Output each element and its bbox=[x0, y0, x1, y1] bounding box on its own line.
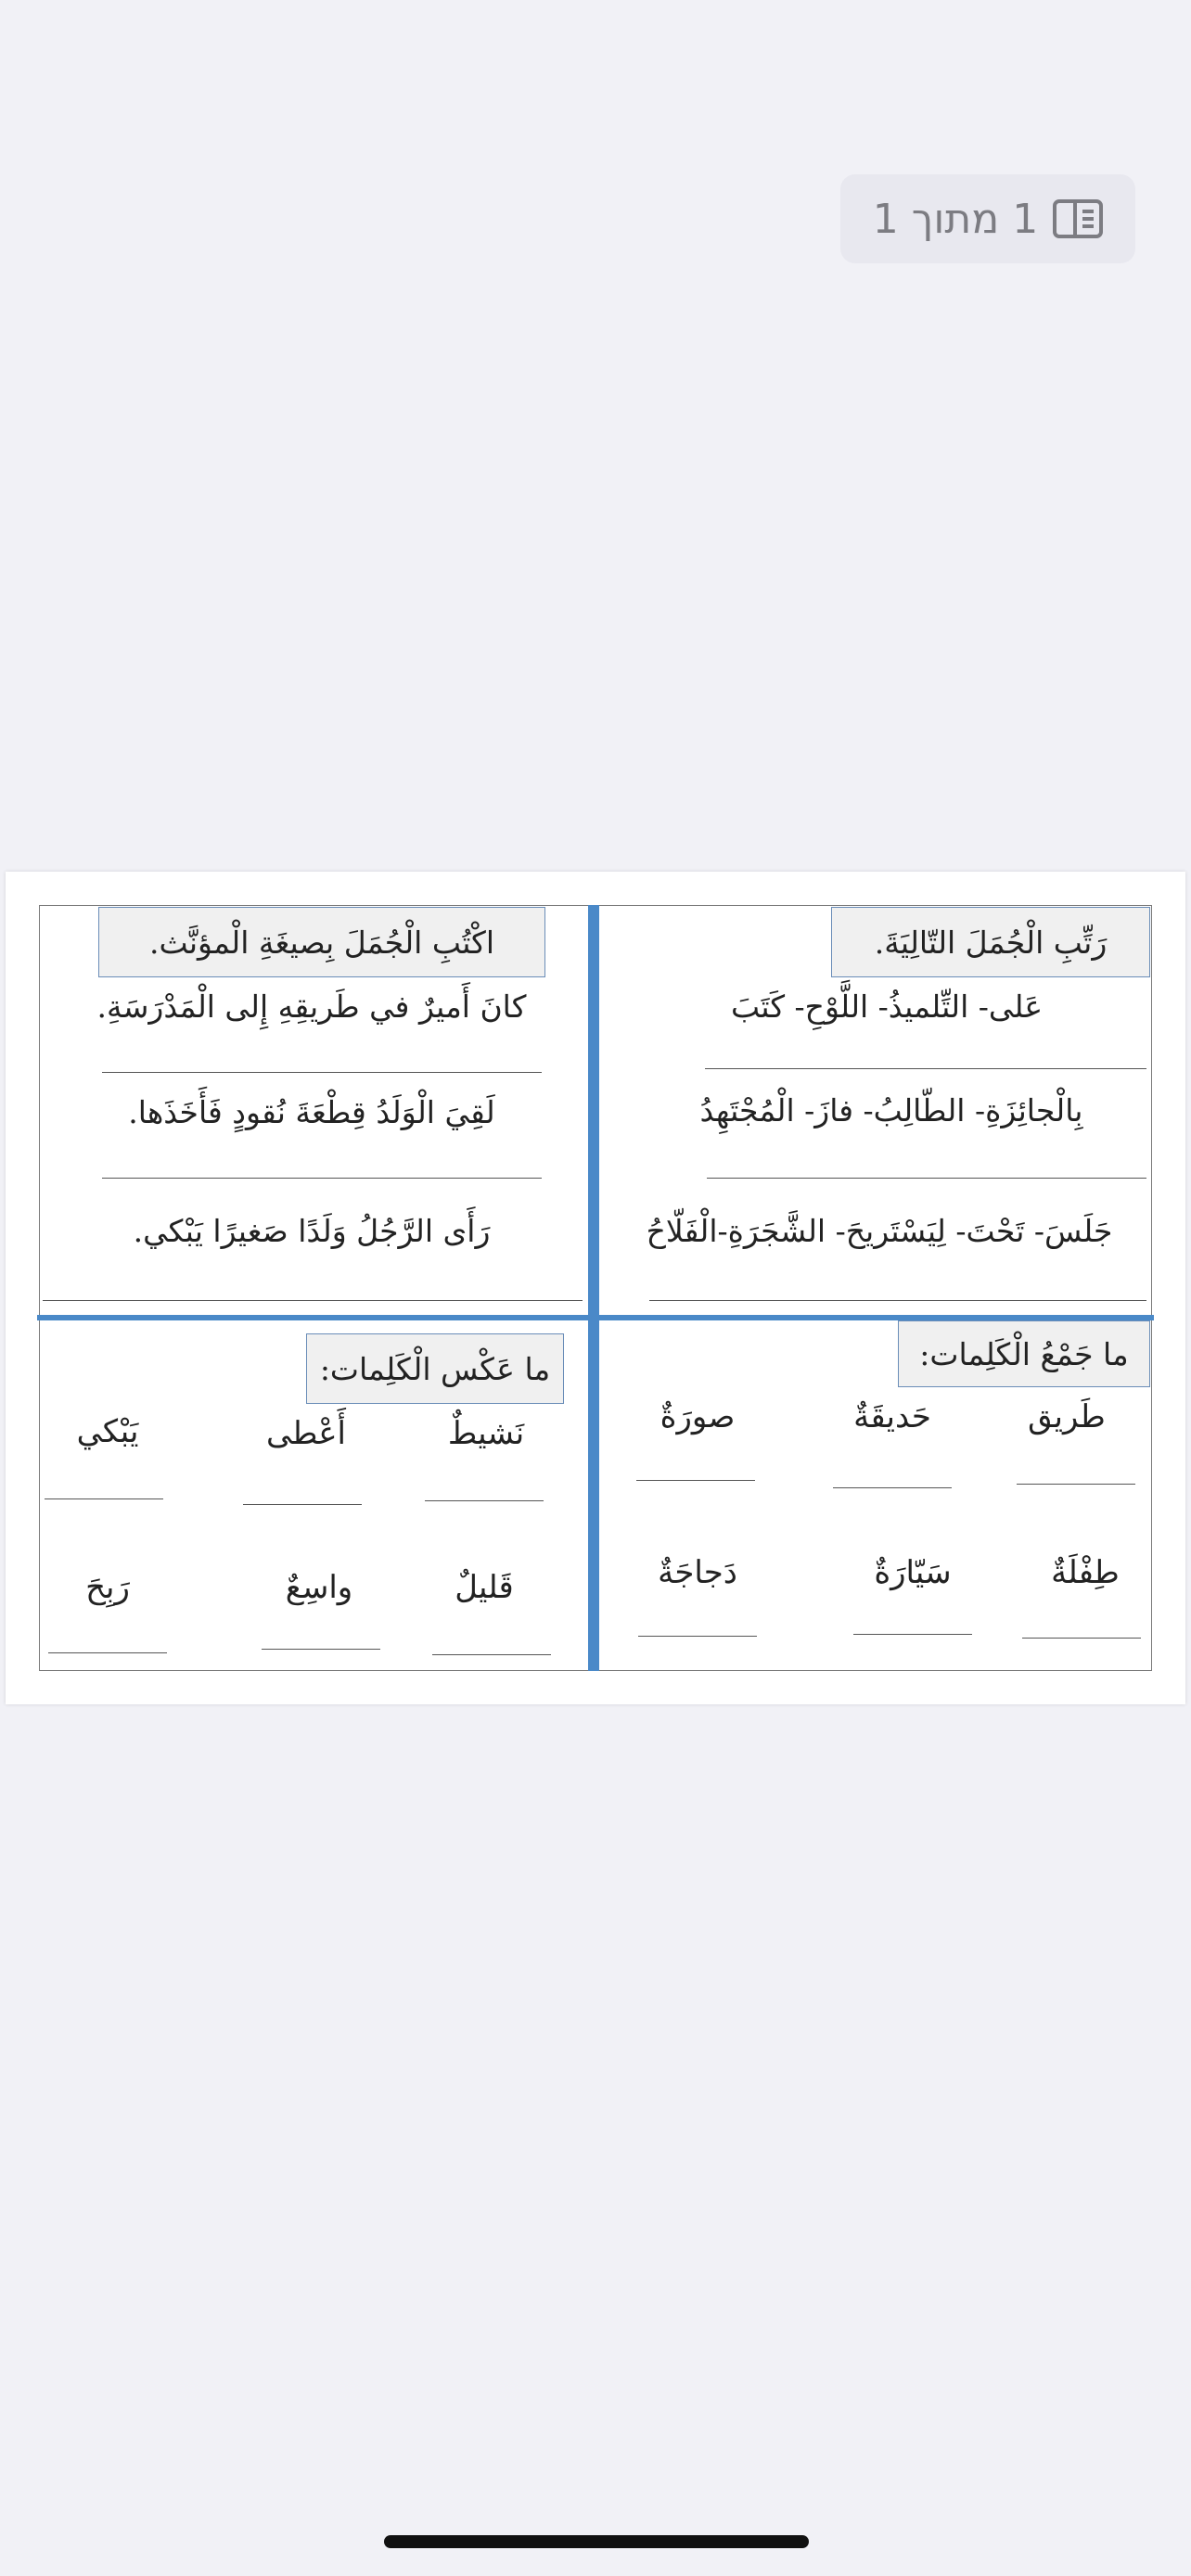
q1-heading: رَتِّبِ الْجُمَلَ التّالِيَةَ. bbox=[831, 907, 1150, 977]
vertical-divider bbox=[588, 905, 599, 1671]
q3-answer-3 bbox=[636, 1480, 755, 1481]
q4-answer-3 bbox=[45, 1498, 163, 1499]
q1-answer-line-3 bbox=[649, 1300, 1146, 1301]
q3-word-5: سَيّارَةٌ bbox=[874, 1554, 952, 1591]
q4-answer-6 bbox=[48, 1652, 167, 1653]
q2-answer-line-1 bbox=[102, 1072, 542, 1073]
q3-word-4: طِفْلَةٌ bbox=[1051, 1554, 1120, 1591]
q3-word-2: حَديقَةٌ bbox=[853, 1398, 931, 1435]
q3-heading: ما جَمْعُ الْكَلِمات: bbox=[898, 1320, 1150, 1387]
q3-answer-4 bbox=[1022, 1638, 1141, 1639]
q1-answer-line-2 bbox=[707, 1178, 1146, 1179]
q4-word-3: يَبْكي bbox=[76, 1413, 139, 1450]
q4-heading: ما عَكْس الْكَلِمات: bbox=[306, 1333, 564, 1404]
q2-line-2: لَقِيَ الْوَلَدُ قِطْعَةَ نُقودٍ فَأَخَذَها. bbox=[128, 1094, 495, 1130]
q2-line-3: رَأَى الرَّجُلُ وَلَدًا صَغيرًا يَبْكي. bbox=[133, 1213, 491, 1249]
q3-answer-2 bbox=[833, 1487, 952, 1488]
q4-word-1: نَشيطٌ bbox=[447, 1415, 525, 1452]
q3-word-1: طَريق bbox=[1028, 1398, 1106, 1435]
q4-answer-4 bbox=[432, 1654, 551, 1655]
q1-line-2: بِالْجائِزَةِ- الطّالِبُ- فازَ- الْمُجْتَهِدُ bbox=[699, 1092, 1083, 1129]
q4-word-6: رَبِحَ bbox=[85, 1569, 130, 1606]
q4-answer-2 bbox=[243, 1504, 362, 1505]
page-indicator-label: 1 מתוך 1 bbox=[872, 195, 1039, 243]
q4-answer-1 bbox=[425, 1500, 544, 1501]
q3-word-3: صورَةٌ bbox=[660, 1398, 736, 1435]
q2-line-1: كانَ أَميرٌ في طَريقِهِ إِلى الْمَدْرَسَةِ. bbox=[96, 988, 527, 1025]
q3-answer-1 bbox=[1017, 1484, 1135, 1485]
q4-word-2: أَعْطى bbox=[266, 1415, 346, 1452]
q3-answer-6 bbox=[638, 1636, 757, 1637]
q4-answer-5 bbox=[262, 1649, 380, 1650]
home-indicator[interactable] bbox=[384, 2535, 809, 2548]
q2-answer-line-3 bbox=[43, 1300, 583, 1301]
document-page bbox=[6, 872, 1185, 1704]
q4-word-5: واسِعٌ bbox=[285, 1569, 353, 1606]
page-icon bbox=[1053, 199, 1103, 238]
q2-heading: اكْتُبِ الْجُمَلَ بِصيغَةِ الْمؤنَّث. bbox=[98, 907, 545, 977]
q3-word-6: دَجاجَةٌ bbox=[658, 1554, 737, 1591]
q1-answer-line-1 bbox=[705, 1068, 1146, 1069]
page-indicator[interactable] bbox=[840, 174, 1135, 263]
q1-line-1: عَلى- التِّلميذُ- اللَّوْحِ- كَتَبَ bbox=[730, 988, 1044, 1025]
q4-word-4: قَليلٌ bbox=[455, 1569, 514, 1606]
q2-answer-line-2 bbox=[102, 1178, 542, 1179]
q1-line-3: جَلَسَ- تَحْتَ- لِيَسْتَريحَ- الشَّجَرَةِ-الْفَلّاحُ bbox=[646, 1213, 1113, 1249]
q3-answer-5 bbox=[853, 1634, 972, 1635]
